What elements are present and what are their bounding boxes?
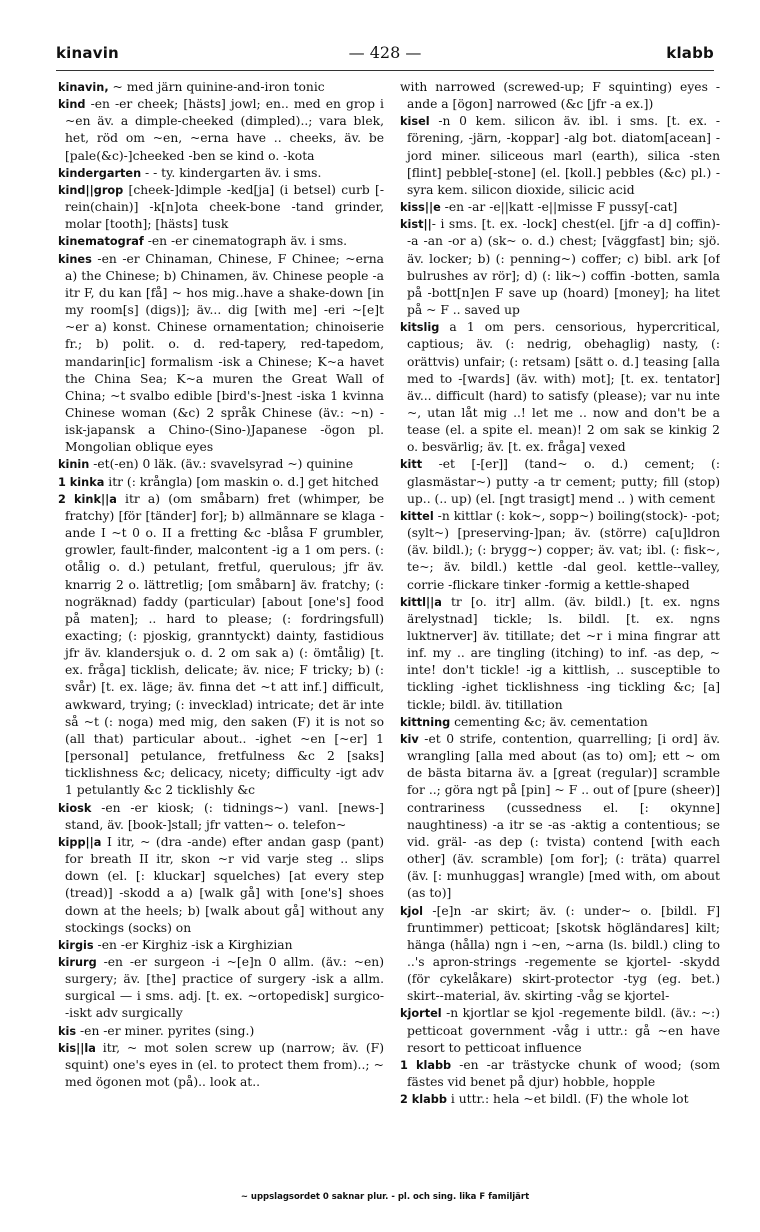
entry-headword: kinavin, <box>58 81 109 94</box>
dictionary-entry <box>58 182 384 233</box>
entry-headword: kirgis <box>58 938 94 952</box>
entry-definition: -en -er Kirghiz -isk a Kirghizian <box>93 937 293 952</box>
left-guide-word: kinavin <box>56 44 119 62</box>
entry-headword: kirurg <box>58 955 97 969</box>
dictionary-entry <box>58 165 384 182</box>
dictionary-entry <box>58 456 384 473</box>
right-column <box>400 79 720 1189</box>
entry-definition: - - ty. kindergarten äv. i sms. <box>141 165 322 180</box>
entry-headword: kindergarten <box>58 166 142 180</box>
entry-definition: -en -er cheek; [hästs] jowl; en.. med en grop i ~en äv. a dimple-cheeked (dimpled)..; vara blek, het, röd om ~en, ~erna have .. cheeks, äv. be [pale(&c)-]cheeked -ben se kind o. -kota <box>65 97 384 163</box>
dictionary-entry <box>58 1023 384 1040</box>
entry-definition: ~ med järn quinine-and-iron tonic <box>108 80 325 94</box>
dictionary-entry <box>58 800 384 834</box>
entry-definition: -n kjortlar se kjol -regemente bildl. (äv.: ~:) petticoat government -våg i uttr.: gå ~en have resort to petticoat influence <box>407 1006 720 1055</box>
dictionary-entry <box>400 731 720 903</box>
entry-definition: itr (: krångla) [om maskin o. d.] get hitched <box>104 474 379 489</box>
dictionary-entry <box>58 251 384 457</box>
entry-definition: -[e]n -ar skirt; äv. (: under~ o. [bildl. F] fruntimmer) petticoat; [skotsk högländares] kilt; hänga (hålla) ngn i ~en, ~arna (ls. bildl.) cling to ..'s apron-strings -regemente se kjortel- -skydd (för cykelåkare) skirt-protector -tyg (eg. bet.) skirt--material, äv. skirting -våg se kjortel- <box>407 903 720 1004</box>
dictionary-entry <box>400 1091 720 1108</box>
entry-headword: kitslig <box>400 321 440 335</box>
entry-headword: kines <box>58 252 92 266</box>
entry-headword: kind <box>58 98 86 112</box>
dictionary-entry <box>58 474 384 491</box>
entry-definition: -en -er surgeon -i ~[e]n 0 allm. (äv.: ~en) surgery; äv. [the] practice of surgery -isk a allm. surgical — i sms. adj. [t. ex. ~ortopedisk] surgico- -iskt adv surgically <box>65 954 384 1021</box>
dictionary-entry <box>58 834 384 937</box>
entry-definition: -et(-en) 0 läk. (äv.: svavelsyrad ~) quinine <box>89 457 354 472</box>
entry-definition: with narrowed (screwed-up; F squinting) eyes -ande a [ögon] narrowed (&c [jfr -a ex.]) <box>400 80 720 112</box>
entry-headword: kis||la <box>58 1041 96 1055</box>
entry-headword: kittning <box>400 715 451 729</box>
dictionary-entry <box>400 594 720 714</box>
entry-definition: -en -er cinematograph äv. i sms. <box>143 234 348 249</box>
entry-definition: i uttr.: hela ~et bildl. (F) the whole lot <box>446 1092 689 1107</box>
entry-headword: kisel <box>400 115 430 129</box>
entry-definition: -en -ar -e||katt -e||misse F pussy[-cat] <box>440 200 678 215</box>
dictionary-entry <box>58 79 384 96</box>
entry-headword: kist|| <box>400 218 432 232</box>
entry-definition: [cheek-]dimple -ked[ja] (i betsel) curb [-rein(chain)] -k[n]ota cheek-bone -tand grinder, molar [tooth]; [hästs] tusk <box>65 182 384 232</box>
dictionary-entry <box>400 79 720 113</box>
entry-definition: -en -ar trästycke chunk of wood; (som fästes vid benet på djur) hobble, hopple <box>407 1057 720 1090</box>
entry-definition: -en -er kiosk; (: tidnings~) vanl. [news-] stand, äv. [book-]stall; jfr vatten~ o. telefon~ <box>65 800 384 832</box>
page-number: — 428 — <box>348 43 422 62</box>
entry-headword: kinematograf <box>58 235 144 249</box>
entry-headword: kind||grop <box>58 183 124 197</box>
entry-definition: tr [o. itr] allm. (äv. bildl.) [t. ex. ngns ärelystnad] tickle; ls. bildl. [t. ex. ngns luktnerver] äv. titillate; det ~r i mina fingrar att inf. my .. are tingling (itching) to inf. -as dep, ~ inte! don't tickle! -ig a kittlish, .. susceptible to tickling -ighet ticklishness -ing tickling &c; [a] tickle; bildl. äv. titillation <box>407 594 720 712</box>
dictionary-entry <box>58 937 384 954</box>
entry-headword: kittel <box>400 509 434 523</box>
entry-headword: kiosk <box>58 801 92 815</box>
entry-definition: -en -er Chinaman, Chinese, F Chinee; ~erna a) the Chinese; b) Chinamen, äv. Chinese people -a itr F, du kan [få] ~ hos mig..have a shake-down [in my room[s] (digs)]; äv... dig [with me] -eri ~[e]t ~er a) konst. Chinese ornamentation; chinoiserie fr.; b) polit. o. d. red-tapery, red-tapedom, mandarin[ic] formalism -isk a Chinese; K~a havet the China Sea; K~a muren the Great Wall of China; ~t svalbo edible [bird's-]nest -iska 1 kvinna Chinese woman (&c) 2 språk Chinese (äv.: ~n) -isk-japansk a Chino-(Sino-)Japanese -ögon pl. Mongolian oblique eyes <box>65 251 384 455</box>
entry-headword: kitt <box>400 458 423 472</box>
entry-definition: itr a) (om småbarn) fret (whimper, be fratchy) [för [tänder] for]; b) allmännare se klaga -ande I ~t 0 o. II a fretting &c -blåsa F grumbler, growler, fault-finder, malcontent -ig a 1 om pers. (: otålig o. d.) petulant, fretful, querulous; jfr äv. knarrig 2 o. lättretlig; [om småbarn] äv. fratchy; (: nogräknad) faddy (particular) [about [one's] food på maten]; .. hard to please; (: fordringsfull) exacting; (: pjoskig, granntyckt) dainty, fastidious jfr äv. klandersjuk o. d. 2 om sak a) (: ömtålig) [t. ex. fråga] ticklish, delicate; äv. nice; F tricky; b) (: svår) [t. ex. läge; äv. finna det ~t att inf.] difficult, awkward, trying; (: invecklad) intricate; det är inte så ~t (: noga) med mig, den saken (F) it is not so (all that) particular about.. -ighet ~en [~er] 1 [personal] petulance, fretfulness &c 2 [saks] ticklishness &c; delicacy, nicety; difficulty -igt adv 1 petulantly &c 2 ticklishly &c <box>65 491 384 798</box>
abbreviation-key: ~ uppslagsordet 0 saknar plur. - pl. och sing. lika F familjärt <box>240 1192 530 1202</box>
dictionary-entry <box>400 903 720 1006</box>
entry-definition: itr, ~ mot solen screw up (narrow; äv. (F) squint) one's eyes in (el. to protect them from)..; ~ med ögonen mot (på).. look at.. <box>65 1040 384 1090</box>
entry-definition: -en -er miner. pyrites (sing.) <box>76 1023 255 1038</box>
entry-definition: - i sms. [t. ex. -lock] chest(el. [jfr -a d] coffin)- -a -an -or a) (sk~ o. d.) chest; [väggfast] bin; sjö. äv. locker; b) (: penning~) coffer; c) bibl. ark [of bulrushes av rör]; d) (: lik~) coffin -botten, samla på -bott[n]en F save up (hoard) [money]; ha litet på ~ F .. saved up <box>407 217 720 318</box>
header-rule <box>56 70 714 71</box>
entry-headword: kjortel <box>400 1007 442 1021</box>
dictionary-entry <box>400 199 720 216</box>
entry-definition: -et [-[er]] (tand~ o. d.) cement; (: glasmästar~) putty -a tr cement; putty; fill (stop) up.. (.. up) (el. [ngt trasigt] mend .. ) with cement <box>407 457 720 506</box>
entry-definition: cementing &c; äv. cementation <box>450 714 648 729</box>
entry-headword: kjol <box>400 904 424 918</box>
entry-definition: -et 0 strife, contention, quarrelling; [i ord] äv. wrangling [alla med about (as to) om]; ett ~ om de bästa bitarna äv. a [great (regular)] scramble for ..; göra ngt på [pin] ~ F .. out of [pure (sheer)] contrariness (cussedness el. [: okynne] naughtiness) -a itr se -as -aktig a contentious; se vid. gräl- -as dep (: tvista) contend [with each other] (äv. scramble) [om for]; (: träta) quarrel (äv. [: munhuggas] wrangle) [med with, om about (as to)] <box>407 731 720 901</box>
entry-headword: 2 kink||a <box>58 492 117 506</box>
right-guide-word: klabb <box>666 44 714 62</box>
entry-headword: kittl||a <box>400 595 442 609</box>
dictionary-entry <box>400 508 720 594</box>
page-header <box>56 44 714 68</box>
entry-headword: 1 klabb <box>400 1058 452 1072</box>
dictionary-entry <box>400 113 720 199</box>
entry-definition: -n kittlar (: kok~, sopp~) boiling(stock)- -pot; (sylt~) [preserving-]pan; äv. (större) ca[u]ldron (äv. bildl.); (: brygg~) copper; äv. vat; ibl. (: fisk~, te~; äv. bildl.) kettle -dal geol. kettle--valley, corrie -flickare tinker -formig a kettle-shaped <box>407 508 720 592</box>
entry-headword: 2 klabb <box>400 1093 447 1107</box>
entry-definition: a 1 om pers. censorious, hypercritical, captious; äv. (: nedrig, obehaglig) nasty, (: orättvis) unfair; (: retsam) [sätt o. d.] teasing [alla med to -[wards] (äv. with) mot]; [t. ex. tentator] äv... difficult (hard) to satisfy (please); var nu inte ~, utan låt mig ..! let me .. now and don't be a tease (el. a spite el. mean)! 2 om sak se kinkig 2 o. besvärlig; äv. [t. ex. fråga] vexed <box>407 320 720 455</box>
dictionary-entry <box>58 1040 384 1091</box>
entry-definition: -n 0 kem. silicon äv. ibl. i sms. [t. ex. -förening, -järn, -koppar] -alg bot. diatom[acean] -jord miner. siliceous marl (earth), silica -sten [flint] pebble[-stone] (el. [koll.] pebbles (&c) pl.) -syra kem. silicon dioxide, silicic acid <box>407 114 720 197</box>
entry-headword: 1 kinka <box>58 475 105 489</box>
dictionary-entry <box>58 96 384 165</box>
dictionary-entry <box>58 233 384 250</box>
left-column <box>58 79 384 1189</box>
dictionary-entry <box>58 491 384 800</box>
entry-headword: kiss||e <box>400 201 441 215</box>
dictionary-entry <box>400 1005 720 1056</box>
entry-headword: kis <box>58 1024 77 1038</box>
entry-definition: I itr, ~ (dra -ande) efter andan gasp (pant) for breath II itr, skon ~r vid varje steg .. slips down (el. [: kluckar] squelches) [at every step (tread)] -skodd a a) [walk gå] with [one's] shoes down at the heels; b) [walk about gå] without any stockings (socks) on <box>65 834 384 935</box>
dictionary-entry <box>400 1057 720 1091</box>
entry-headword: kinin <box>58 458 90 472</box>
dictionary-entry <box>400 319 720 456</box>
entry-headword: kiv <box>400 732 419 746</box>
dictionary-entry <box>400 714 720 731</box>
dictionary-entry <box>400 216 720 319</box>
dictionary-entry <box>400 456 720 507</box>
dictionary-entry <box>58 954 384 1023</box>
entry-headword: kipp||a <box>58 835 102 849</box>
